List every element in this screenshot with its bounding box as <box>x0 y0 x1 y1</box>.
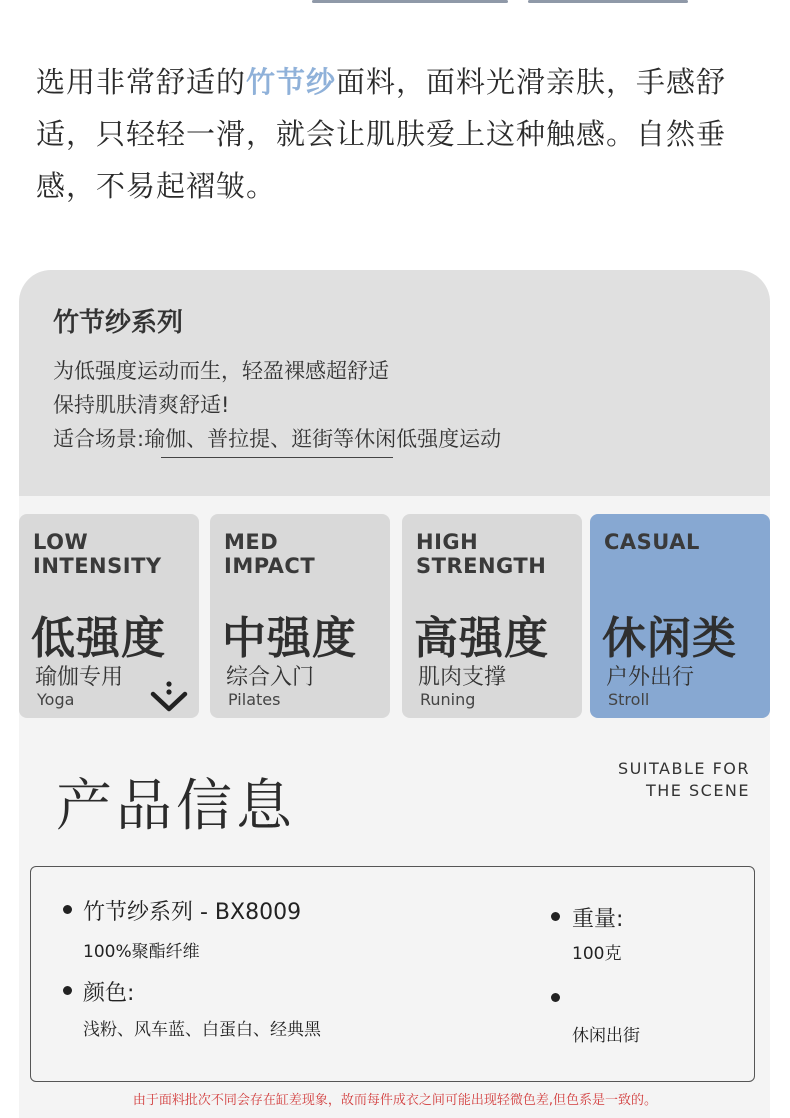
top-strip <box>0 0 790 6</box>
product-info-title: 产品信息 <box>56 774 296 839</box>
tile-zh-label: 中强度 <box>222 613 357 664</box>
series-line-1: 为低强度运动而生，轻盈裸感超舒适 <box>53 359 389 383</box>
color-values: 浅粉、风车蓝、白蛋白、经典黑 <box>83 1020 321 1040</box>
product-info-box <box>30 866 755 1082</box>
intro-paragraph <box>36 56 766 212</box>
tile-sub-en-label: Pilates <box>228 690 281 709</box>
tile-en-label: CASUAL <box>604 530 700 554</box>
tile-med-impact[interactable] <box>210 514 390 718</box>
tile-sub-label: 肌肉支撑 <box>418 665 507 690</box>
tile-high-strength[interactable] <box>402 514 582 718</box>
series-card <box>19 270 770 510</box>
tile-sub-en-label: Yoga <box>37 690 75 709</box>
tile-sub-en-label: Stroll <box>608 690 650 709</box>
intro-text-after: 面料，面料光滑亲肤，手感舒适，只轻轻一滑，就会让肌肤爱上这种触感。自然垂感，不易起褶皱。 <box>36 65 727 203</box>
intro-text-before: 选用非常舒适的 <box>36 65 247 99</box>
tile-zh-label: 低强度 <box>31 613 166 664</box>
weight-value: 100克 <box>572 944 622 964</box>
product-name: 竹节纱系列 - BX8009 <box>83 900 302 925</box>
series-title: 竹节纱系列 <box>53 308 184 338</box>
bullet-icon <box>551 993 560 1002</box>
suitable-line-2: THE SCENE <box>645 781 750 800</box>
series-line-2: 保持肌肤清爽舒适! <box>53 393 230 417</box>
color-difference-disclaimer: 由于面料批次不同会存在缸差现象，故而每件成衣之间可能出现轻微色差,但色系是一致的。 <box>132 1093 658 1108</box>
suitable-line-1: SUITABLE FOR <box>617 759 750 778</box>
tile-sub-en-label: Runing <box>420 690 476 709</box>
tile-en-label: LOW INTENSITY <box>33 530 162 578</box>
tile-en-label: HIGH STRENGTH <box>416 530 547 578</box>
weight-label: 重量: <box>572 907 624 932</box>
tile-zh-label: 高强度 <box>414 613 549 664</box>
top-strip-segment <box>528 0 688 3</box>
tile-low-intensity[interactable] <box>19 514 199 718</box>
tile-zh-label: 休闲类 <box>602 613 737 664</box>
suitable-for-scene <box>618 758 750 802</box>
bullet-icon <box>63 905 72 914</box>
tile-en-label: MED IMPACT <box>224 530 316 578</box>
tile-casual[interactable] <box>590 514 770 718</box>
tile-sub-label: 综合入门 <box>226 665 315 690</box>
intro-highlight: 竹节纱 <box>246 65 337 99</box>
color-label: 颜色: <box>83 981 135 1006</box>
bullet-icon <box>551 912 560 921</box>
tile-sub-label: 瑜伽专用 <box>35 665 124 690</box>
top-strip-segment <box>312 0 508 3</box>
bullet-icon <box>63 986 72 995</box>
scene-value: 休闲出街 <box>572 1026 640 1046</box>
product-material: 100%聚酯纤维 <box>83 942 200 962</box>
scene-underline <box>161 457 393 458</box>
series-line-3: 适合场景:瑜伽、普拉提、逛街等休闲低强度运动 <box>53 427 502 451</box>
chevron-down-icon[interactable] <box>149 680 189 714</box>
tile-sub-label: 户外出行 <box>606 665 695 690</box>
